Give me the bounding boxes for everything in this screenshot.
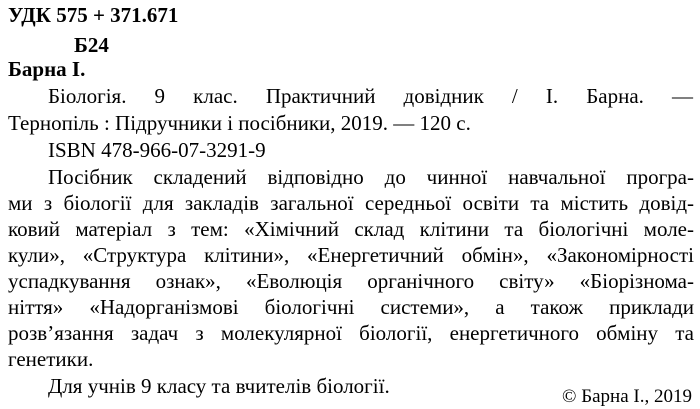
annotation-line: ковий матеріал з тем: «Хімічний склад клітини та біологічні моле- (8, 217, 694, 241)
annotation-line: Посібник складений відповідно до чинної навчальної програ- (48, 165, 694, 189)
author-heading: Барна І. (8, 57, 86, 81)
annotation-line: генетики. (8, 347, 94, 371)
title-line: Біологія. 9 клас. Практичний довідник / І. Барна. — (48, 84, 693, 108)
isbn: ISBN 478-966-07-3291-9 (48, 138, 266, 162)
audience-note: Для учнів 9 класу та вчителів біології. (48, 374, 390, 398)
copyright: © Барна І., 2019 (562, 386, 692, 407)
annotation-line: ніття» «Надорганізмові біологічні системи», а також приклади (8, 295, 694, 319)
bbk-code: Б24 (74, 33, 109, 57)
annotation-line: розв’язання задач з молекулярної біології, енергетичного обміну та (8, 321, 694, 345)
imprint-line: Тернопіль : Підручники і посібники, 2019. — 120 с. (8, 111, 471, 135)
annotation-line: ми з біології для закладів загальної середньої освіти та містить довід- (8, 191, 694, 215)
annotation-line: кули», «Структура клітини», «Енергетичний обмін», «Закономірності (8, 243, 694, 267)
annotation-line: успадкування ознак», «Еволюція органічного світу» «Біорізнома- (8, 269, 694, 293)
udc-code: УДК 575 + 371.671 (8, 3, 179, 27)
